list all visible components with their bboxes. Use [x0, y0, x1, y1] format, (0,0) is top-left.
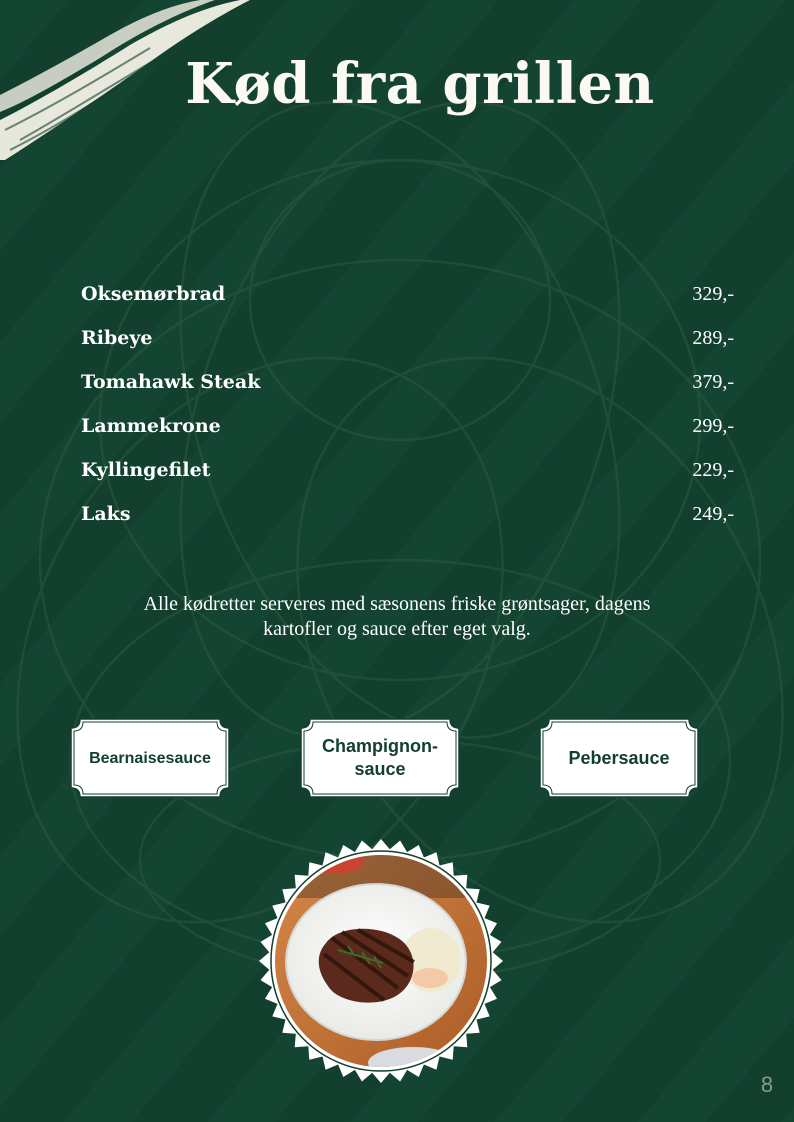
page-number: 8: [760, 1072, 774, 1097]
sauce-card-peber: [539, 718, 699, 798]
sauce-label: Pebersauce: [568, 747, 670, 768]
menu-item-name: Lammekrone: [81, 415, 221, 437]
page-title: Kød fra grillen: [185, 51, 655, 117]
sauce-card-bearnaise: [70, 718, 230, 798]
menu-note-line: Alle kødretter serveres med sæsonens friske grøntsager, dagens: [143, 593, 651, 615]
menu-item-name: Laks: [81, 503, 131, 525]
menu-note: [80, 592, 714, 642]
menu-item-name: Kyllingefilet: [81, 459, 211, 481]
menu-item-price: 379,-: [692, 370, 734, 393]
menu-item: [81, 272, 736, 316]
menu-item-name: Oksemørbrad: [81, 283, 226, 305]
menu-item-price: 229,-: [692, 458, 734, 481]
menu-item: [81, 316, 736, 360]
menu-item-name: Tomahawk Steak: [81, 371, 261, 393]
menu-item: [81, 404, 736, 448]
menu-item-name: Ribeye: [81, 327, 153, 349]
sauce-label: Bearnaisesauce: [89, 749, 211, 767]
sauce-label: Champignon- sauce: [322, 736, 438, 779]
menu-item: [81, 360, 736, 404]
menu-note-line: kartofler og sauce efter eget valg.: [263, 618, 531, 640]
menu-item: [81, 492, 736, 536]
menu-item: [81, 448, 736, 492]
sauce-card-champignon: [300, 718, 460, 798]
menu-item-price: 289,-: [692, 326, 734, 349]
menu-item-price: 299,-: [692, 414, 734, 437]
menu-item-price: 249,-: [692, 502, 734, 525]
menu-list: [81, 272, 736, 536]
steak-photo: [258, 838, 504, 1084]
menu-item-price: 329,-: [692, 282, 734, 305]
